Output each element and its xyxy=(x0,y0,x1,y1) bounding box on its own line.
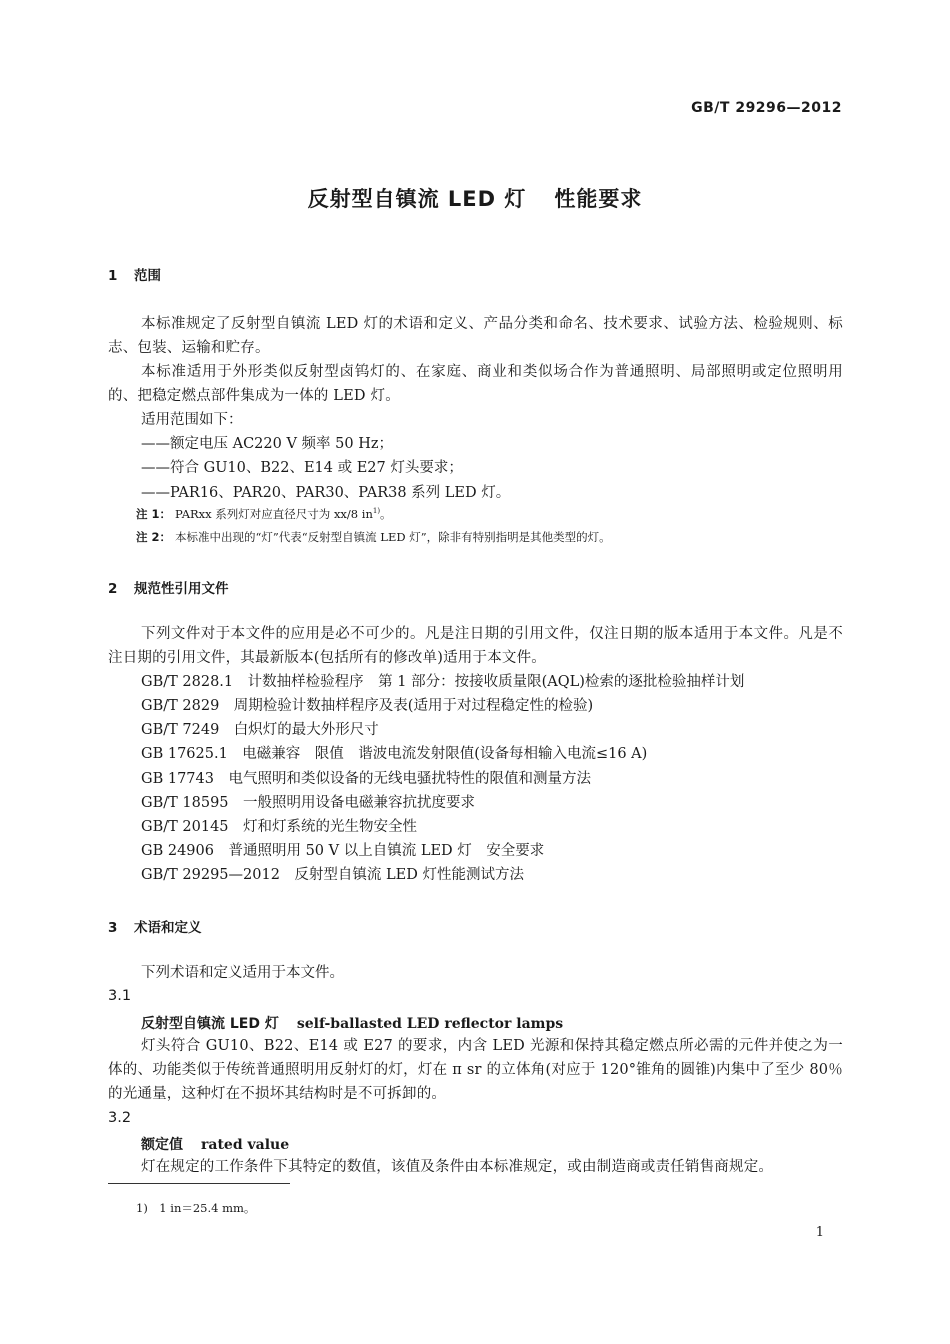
term-title xyxy=(141,1013,563,1033)
reference-item: GB/T 7249 白炽灯的最大外形尺寸 xyxy=(141,722,379,738)
standard-code: GB/T 29296—2012 xyxy=(691,100,842,116)
title-part1: 反射型自镇流 LED 灯 xyxy=(307,187,527,211)
term-name-en: self-ballasted LED reflector lamps xyxy=(296,1016,564,1032)
term-name-cn: 反射型自镇流 LED 灯 xyxy=(141,1016,279,1032)
page-number: 1 xyxy=(815,1225,824,1240)
footnote-ref: 1) xyxy=(372,507,381,516)
section-1-para-1: 本标准规定了反射型自镇流 LED 灯的术语和定义、产品分类和命名、技术要求、试验方法、检验规则、标志、包装、运输和贮存。 xyxy=(108,316,843,356)
section-3-title: 术语和定义 xyxy=(134,920,202,936)
note-1-text: PARxx 系列灯对应直径尺寸为 xx/8 in xyxy=(175,507,373,521)
reference-item: GB/T 2828.1 计数抽样检验程序 第 1 部分：按接收质量限(AQL)检索的逐批检验抽样计划 xyxy=(141,674,745,690)
term-number: 3.1 xyxy=(108,988,132,1004)
term-name-en: rated value xyxy=(201,1137,290,1153)
note-1-end: 。 xyxy=(380,507,392,521)
section-2-title: 规范性引用文件 xyxy=(134,581,229,597)
section-1-number: 1 xyxy=(108,268,118,284)
scope-item: ——额定电压 AC220 V 频率 50 Hz； xyxy=(141,436,393,452)
section-3-number: 3 xyxy=(108,920,118,936)
reference-item: GB/T 20145 灯和灯系统的光生物安全性 xyxy=(141,819,418,835)
footnote-divider xyxy=(108,1183,290,1184)
note-2-text: 本标准中出现的“灯”代表“反射型自镇流 LED 灯”，除非有特别指明是其他类型的灯。 xyxy=(175,530,611,544)
section-2-number: 2 xyxy=(108,581,118,597)
footnote: 1) 1 in＝25.4 mm。 xyxy=(136,1201,256,1215)
term-name-cn: 额定值 xyxy=(141,1137,183,1153)
note-1-label: 注 1： xyxy=(136,507,172,521)
scope-item: ——PAR16、PAR20、PAR30、PAR38 系列 LED 灯。 xyxy=(141,485,511,501)
section-2-heading xyxy=(108,577,229,597)
section-1-heading xyxy=(108,264,161,284)
section-1-para-2: 本标准适用于外形类似反射型卤钨灯的、在家庭、商业和类似场合作为普通照明、局部照明或定位照明用的、把稳定燃点部件集成为一体的 LED 灯。 xyxy=(108,364,843,404)
note-1 xyxy=(136,506,392,522)
reference-item: GB 24906 普通照明用 50 V 以上自镇流 LED 灯 安全要求 xyxy=(141,843,545,859)
section-1-title: 范围 xyxy=(134,268,161,284)
term-definition: 灯在规定的工作条件下其特定的数值，该值及条件由本标准规定，或由制造商或责任销售商规定。 xyxy=(141,1159,774,1175)
section-3-intro: 下列术语和定义适用于本文件。 xyxy=(141,965,344,981)
scope-intro: 适用范围如下： xyxy=(141,412,243,428)
document-title xyxy=(0,183,950,213)
title-part2: 性能要求 xyxy=(554,187,643,211)
reference-item: GB/T 2829 周期检验计数抽样程序及表(适用于对过程稳定性的检验) xyxy=(141,698,594,714)
reference-item: GB 17625.1 电磁兼容 限值 谐波电流发射限值(设备每相输入电流≤16 A) xyxy=(141,746,648,762)
section-3-heading xyxy=(108,916,202,936)
term-number: 3.2 xyxy=(108,1110,132,1126)
term-title xyxy=(141,1134,289,1154)
reference-item: GB 17743 电气照明和类似设备的无线电骚扰特性的限值和测量方法 xyxy=(141,771,591,787)
section-2-para: 下列文件对于本文件的应用是必不可少的。凡是注日期的引用文件，仅注日期的版本适用于本文件。凡是不注日期的引用文件，其最新版本(包括所有的修改单)适用于本文件。 xyxy=(108,626,843,666)
term-definition: 灯头符合 GU10、B22、E14 或 E27 的要求，内含 LED 光源和保持其稳定燃点所必需的元件并使之为一体的、功能类似于传统普通照明用反射灯的灯，灯在 π sr 的立体角(对应于 120°锥角的圆锥)内集中了至少 80％的光通量，这种灯在不损坏其结构时是不可拆卸的。 xyxy=(108,1038,843,1102)
reference-item: GB/T 29295—2012 反射型自镇流 LED 灯性能测试方法 xyxy=(141,867,524,883)
note-2-label: 注 2： xyxy=(136,530,172,544)
scope-item: ——符合 GU10、B22、E14 或 E27 灯头要求； xyxy=(141,460,463,476)
note-2 xyxy=(136,529,611,545)
reference-item: GB/T 18595 一般照明用设备电磁兼容抗扰度要求 xyxy=(141,795,476,811)
